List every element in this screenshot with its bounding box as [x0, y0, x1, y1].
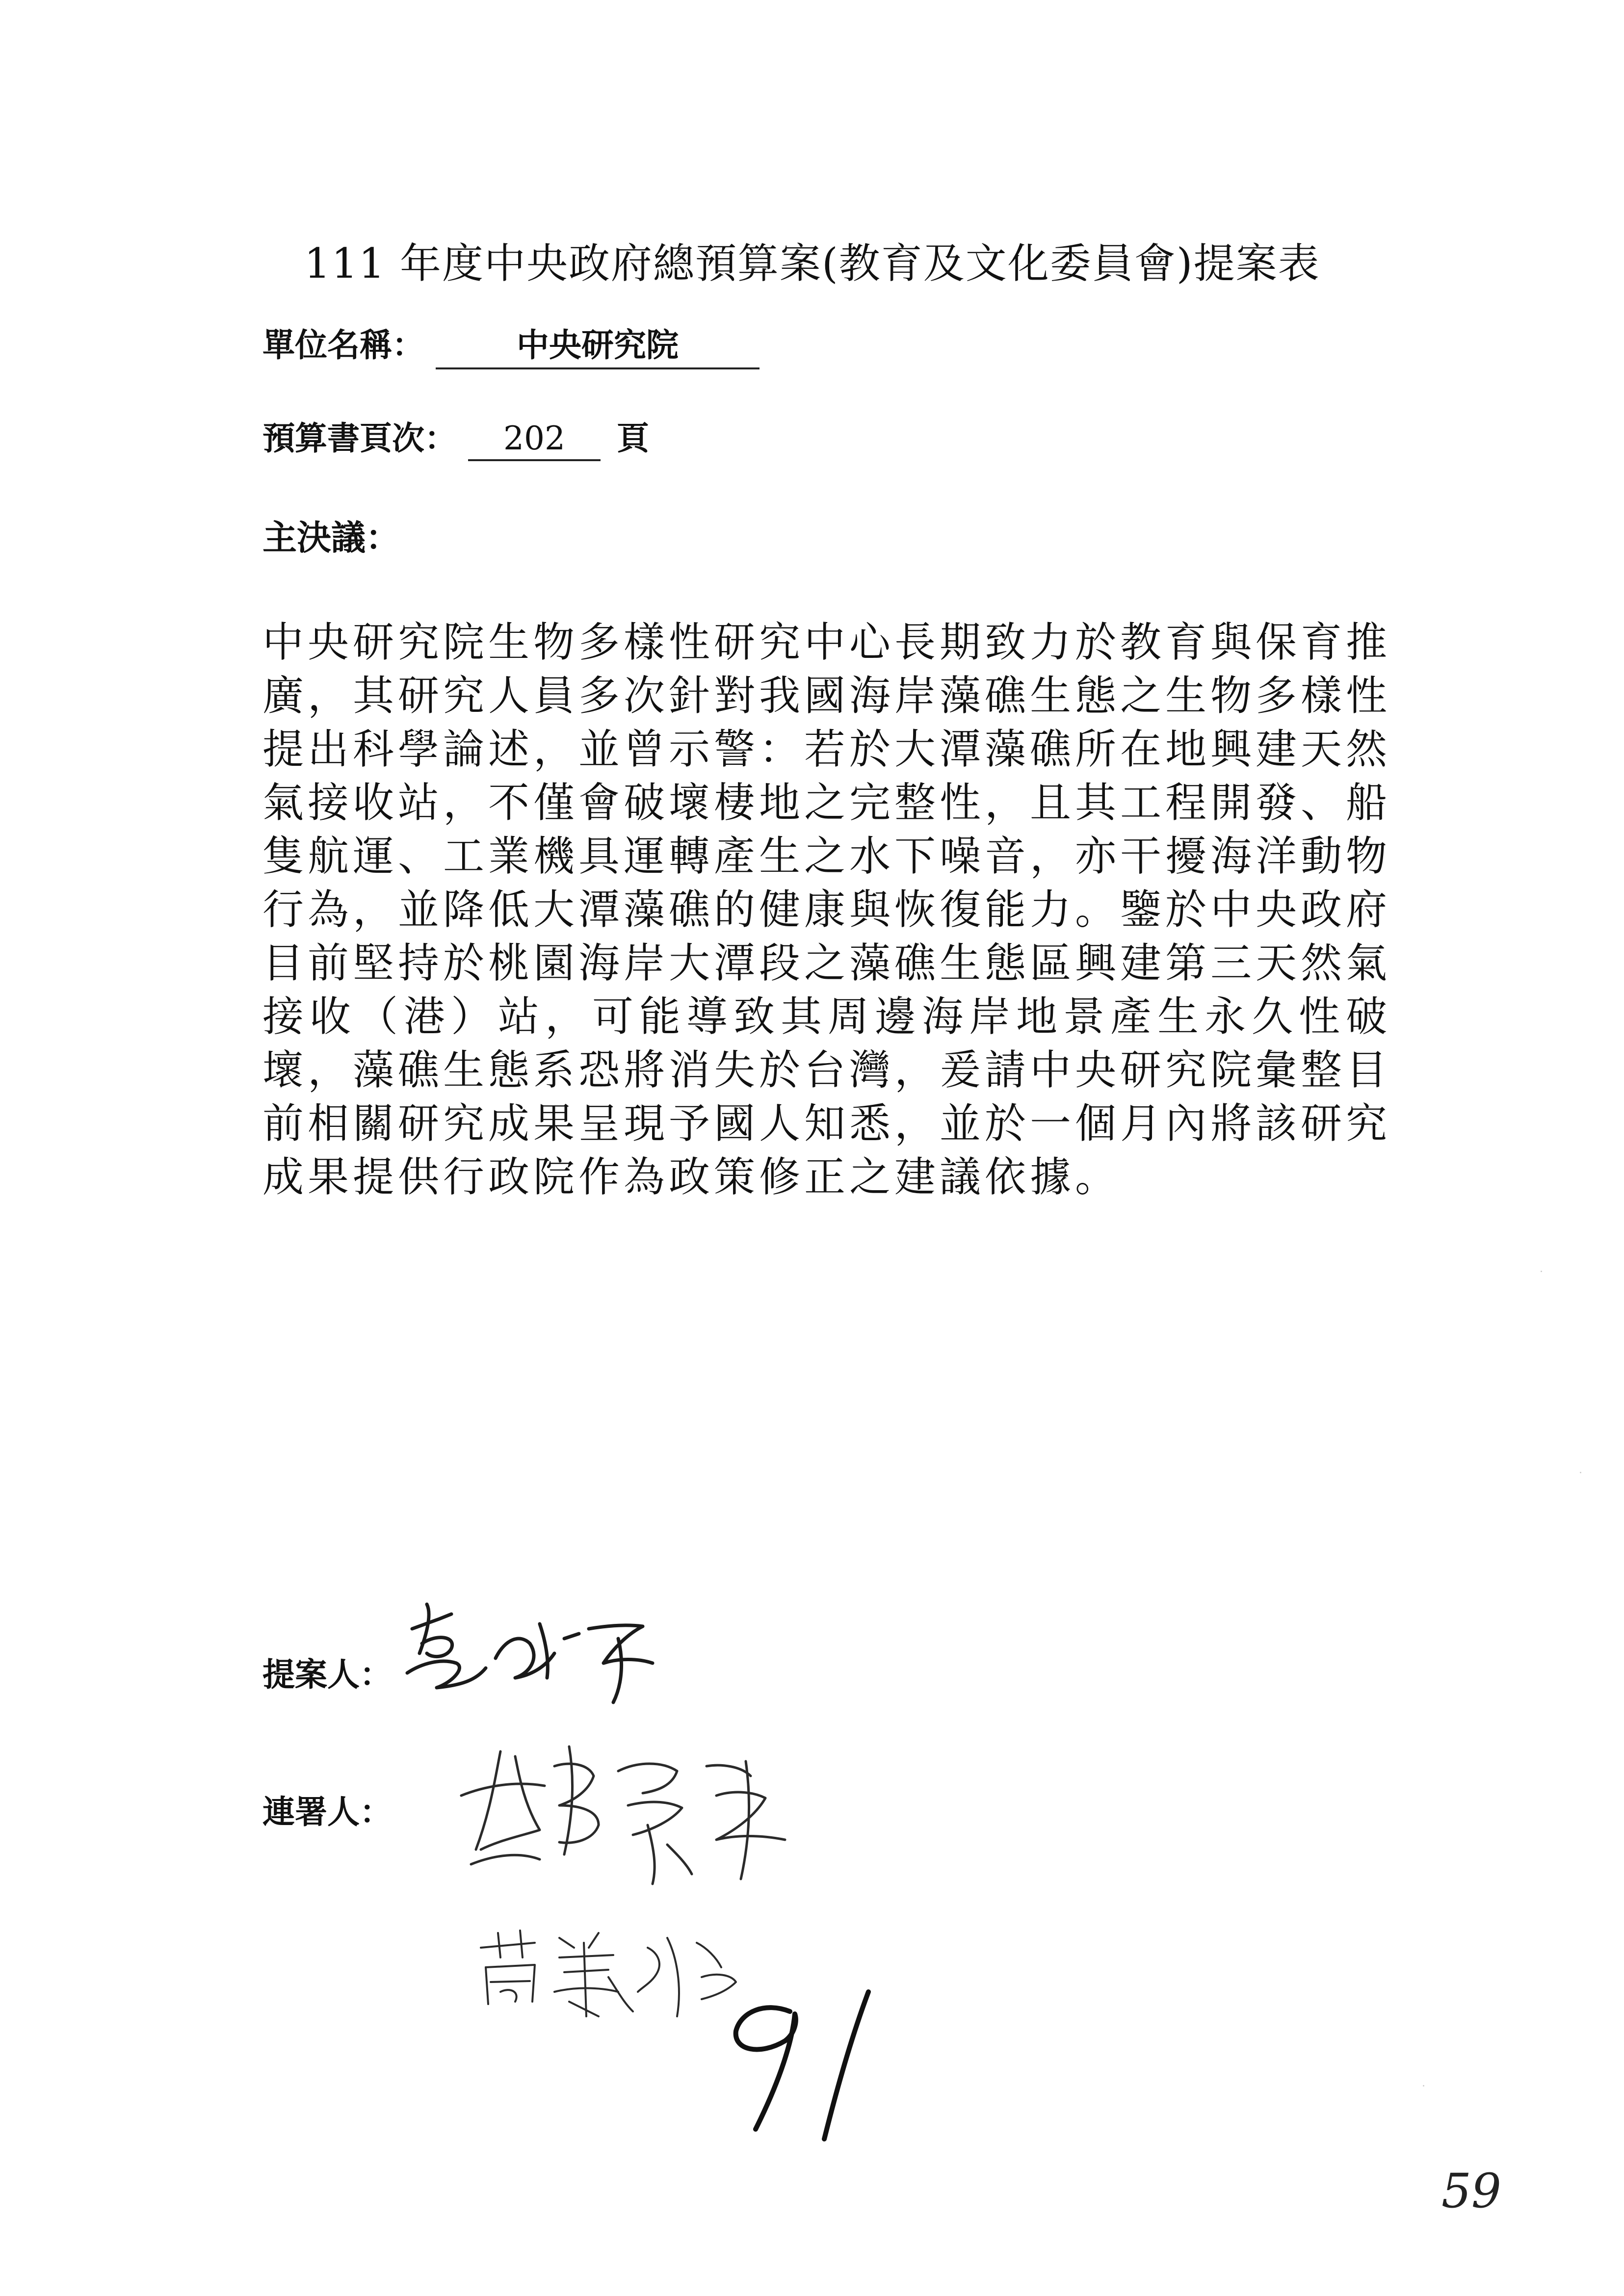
cosigner-signature-1 — [442, 1737, 814, 1904]
unit-label: 單位名稱： — [262, 326, 424, 364]
proposer-signature — [393, 1585, 697, 1712]
cosigner-label: 連署人： — [262, 1793, 392, 1831]
resolution-body: 中央研究院生物多樣性研究中心長期致力於教育與保育推廣，其研究人員多次針對我國海岸藻礁生態之生物多樣性提出科學論述，並曾示警：若於大潭藻礁所在地興建天然氣接收站，不僅會破壞棲地之完整性，且其工程開發、船隻航運、工業機具運轉產生之水下噪音，亦干擾海洋動物行為，並降低大潭藻礁的健康與恢復能力。鑒於中央政府目前堅持於桃園海岸大潭段之藻礁生態區興建第三天然氣接收（港）站，可能導致其周邊海岸地景產生永久性破壞，藻礁生態系恐將消失於台灣，爰請中央研究院彙整目前相關研究成果呈現予國人知悉，並於一個月內將該研究成果提供行政院作為政策修正之建議依據。 — [262, 618, 1391, 1201]
handwritten-number-91 — [707, 1982, 893, 2159]
document-title: 111 年度中央政府總預算案(教育及文化委員會)提案表 — [304, 239, 1320, 287]
scan-speck — [1423, 2085, 1424, 2087]
budget-page-label: 預算書頁次： — [262, 419, 457, 457]
budget-page-row — [262, 412, 649, 461]
scan-speck — [1580, 1472, 1581, 1473]
unit-row — [262, 319, 760, 369]
page-number: 59 — [1441, 2164, 1501, 2218]
proposer-label: 提案人： — [262, 1655, 392, 1694]
main-resolution-label: 主決議： — [262, 517, 400, 558]
unit-value: 中央研究院 — [436, 319, 760, 369]
scan-speck — [1541, 1271, 1542, 1272]
budget-page-value: 202 — [468, 419, 601, 461]
budget-page-unit: 頁 — [616, 419, 649, 457]
